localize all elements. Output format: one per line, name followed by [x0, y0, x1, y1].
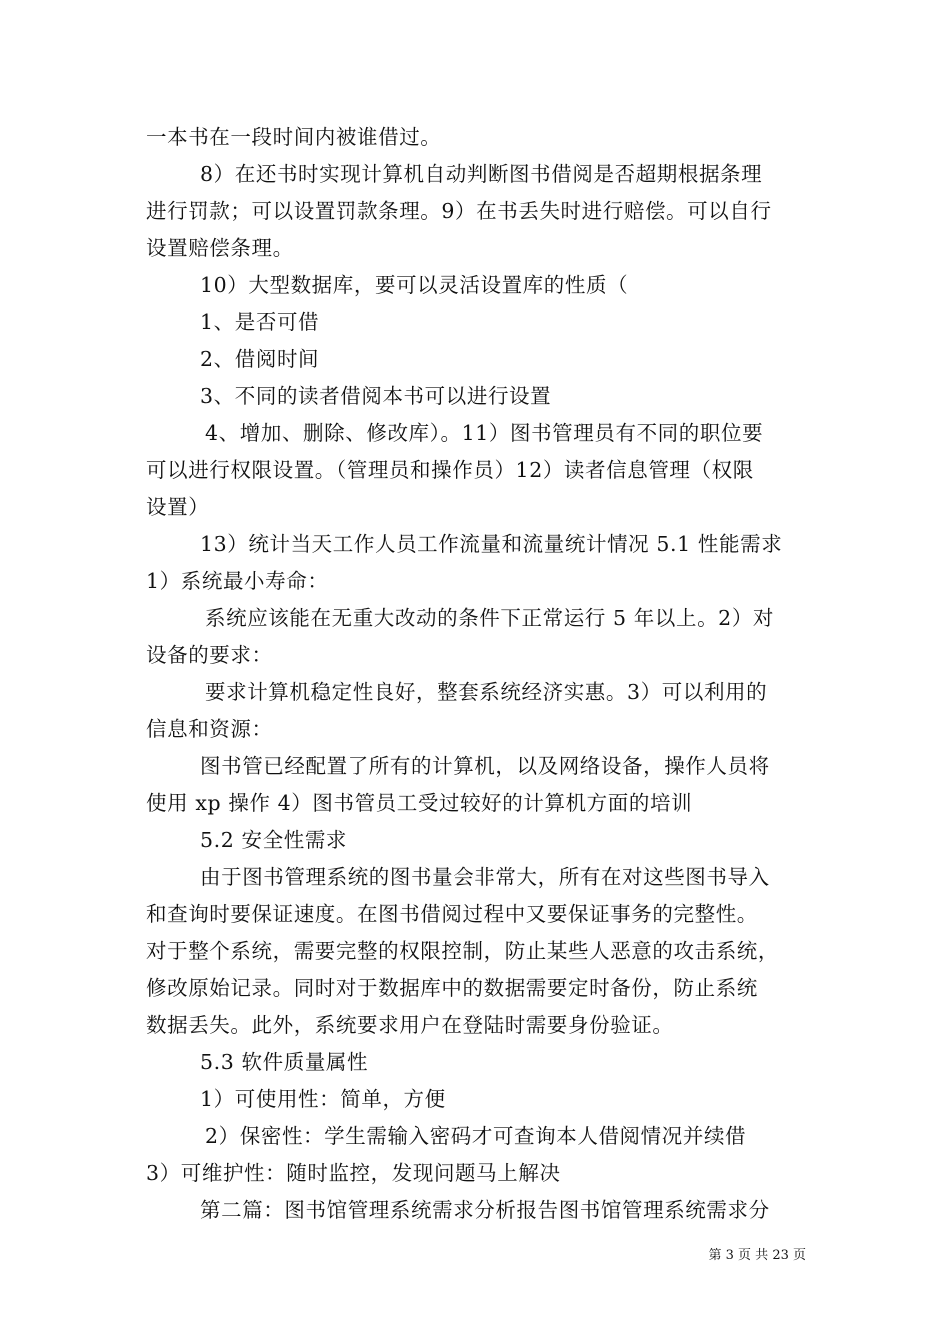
text-line: 设备的要求：: [146, 643, 273, 667]
text-line: 1）可使用性：简单，方便: [200, 1087, 446, 1111]
text-line: 设置）: [146, 495, 210, 519]
text-line: 1）系统最小寿命：: [146, 569, 329, 593]
text-line: 2）保密性：学生需输入密码才可查询本人借阅情况并续借: [205, 1124, 747, 1148]
text-line: 信息和资源：: [146, 717, 273, 741]
text-line: 由于图书管理系统的图书量会非常大，所有在对这些图书导入: [200, 865, 770, 889]
text-line: 10）大型数据库，要可以灵活设置库的性质（: [200, 273, 629, 297]
page-number-footer: 第 3 页 共 23 页: [708, 1248, 806, 1263]
text-line: 2、借阅时间: [200, 347, 320, 371]
text-line: 设置赔偿条理。: [146, 236, 294, 260]
text-line: 要求计算机稳定性良好，整套系统经济实惠。3）可以利用的: [205, 680, 768, 704]
section-heading: 5.2 安全性需求: [200, 828, 348, 852]
text-line: 4、增加、删除、修改库）。11）图书管理员有不同的职位要: [205, 421, 764, 445]
text-line: 3）可维护性：随时监控，发现问题马上解决: [146, 1161, 561, 1185]
text-line: 系统应该能在无重大改动的条件下正常运行 5 年以上。2）对: [205, 606, 775, 630]
text-line: 可以进行权限设置。（管理员和操作员）12）读者信息管理（权限: [146, 458, 754, 482]
text-line: 1、是否可借: [200, 310, 320, 334]
text-line: 进行罚款；可以设置罚款条理。9）在书丢失时进行赔偿。可以自行: [146, 199, 772, 223]
text-line: 13）统计当天工作人员工作流量和流量统计情况 5.1 性能需求: [200, 532, 783, 556]
text-line: 和查询时要保证速度。在图书借阅过程中又要保证事务的完整性。: [146, 902, 758, 926]
text-line: 使用 xp 操作 4）图书管员工受过较好的计算机方面的培训: [146, 791, 693, 815]
text-line: 图书管已经配置了所有的计算机，以及网络设备，操作人员将: [200, 754, 770, 778]
text-line: 第二篇：图书馆管理系统需求分析报告图书馆管理系统需求分: [200, 1198, 770, 1222]
text-line: 对于整个系统，需要完整的权限控制，防止某些人恶意的攻击系统，: [146, 939, 779, 963]
text-line: 数据丢失。此外，系统要求用户在登陆时需要身份验证。: [146, 1013, 674, 1037]
section-heading: 5.3 软件质量属性: [200, 1050, 369, 1074]
text-line: 一本书在一段时间内被谁借过。: [146, 125, 442, 149]
text-line: 3、不同的读者借阅本书可以进行设置: [200, 384, 552, 408]
text-line: 修改原始记录。同时对于数据库中的数据需要定时备份，防止系统: [146, 976, 758, 1000]
text-line: 8）在还书时实现计算机自动判断图书借阅是否超期根据条理: [200, 162, 763, 186]
